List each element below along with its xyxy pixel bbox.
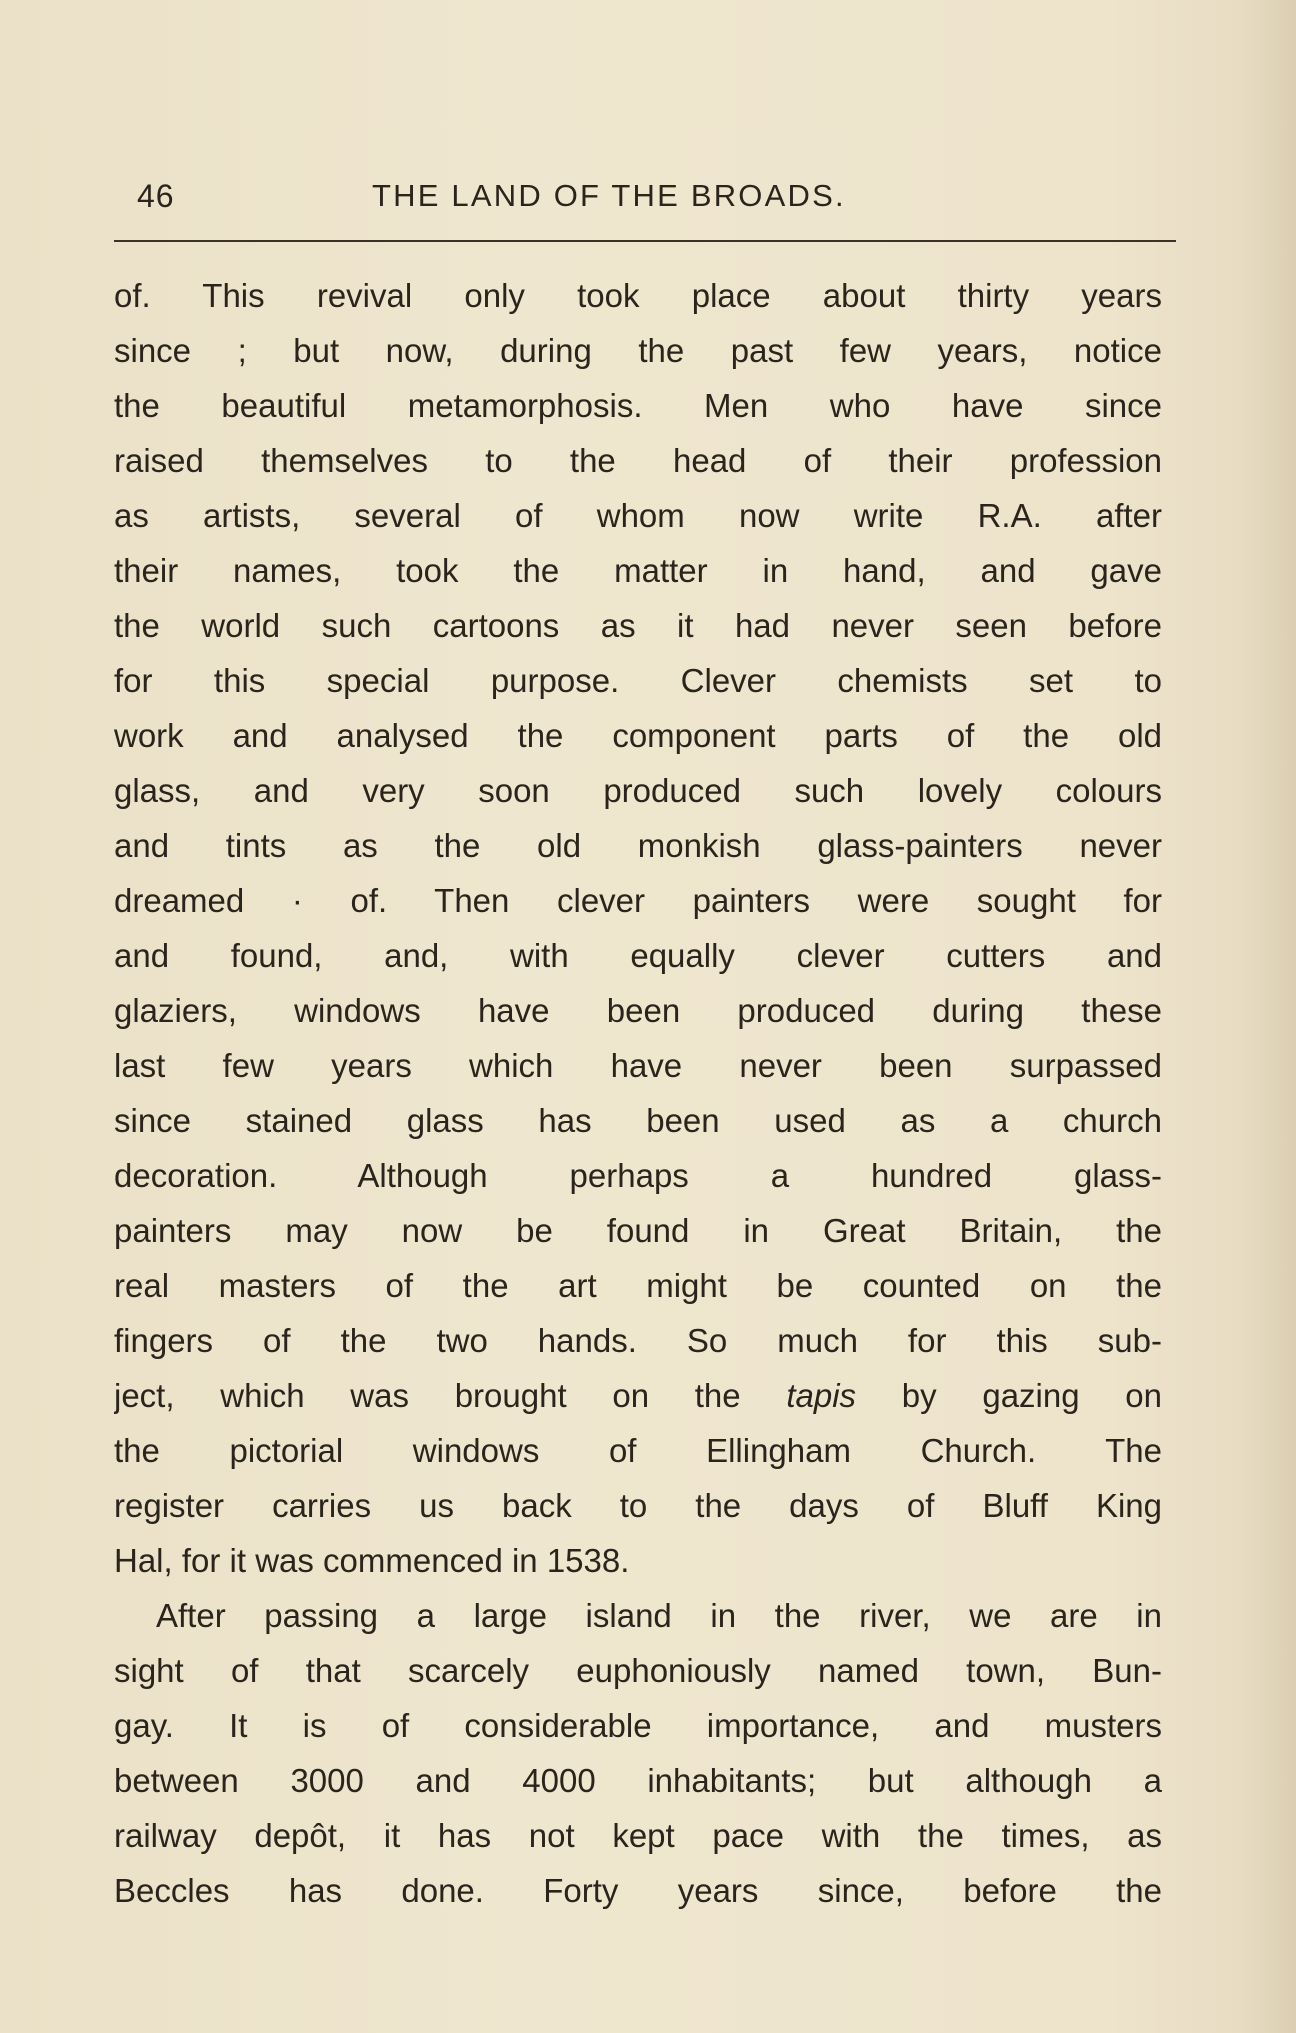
text-line: their names, took the matter in hand, and gave [114,552,1162,589]
header-rule [114,240,1176,242]
text-line: dreamed · of. Then clever painters were sought for [114,882,1162,919]
italic-term: tapis [786,1377,857,1414]
text-line: work and analysed the component parts of the old [114,717,1162,754]
text-line: the beautiful metamorphosis. Men who have since [114,387,1162,424]
text-line: Beccles has done. Forty years since, before the [114,1872,1162,1909]
text-line: and found, and, with equally clever cutters and [114,937,1162,974]
text-line: as artists, several of whom now write R.A. after [114,497,1162,534]
paragraph-start-line: After passing a large island in the river, we are in [156,1597,1162,1634]
text-line: the pictorial windows of Ellingham Church. The [114,1432,1162,1469]
running-title: THE LAND OF THE BROADS. [372,178,846,213]
text-line: glass, and very soon produced such lovely colours [114,772,1162,809]
line-text: ject, which was brought on the [114,1377,787,1414]
page-number: 46 [137,178,175,214]
text-line: real masters of the art might be counted on the [114,1267,1162,1304]
paragraph-end-line: Hal, for it was commenced in 1538. [114,1542,630,1579]
text-line: railway depôt, it has not kept pace with the times, as [114,1817,1162,1854]
running-head [114,178,1176,230]
text-line: raised themselves to the head of their profession [114,442,1162,479]
text-line: the world such cartoons as it had never seen before [114,607,1162,644]
text-line [114,1368,1162,1423]
text-line: sight of that scarcely euphoniously named town, Bun- [114,1652,1162,1689]
text-line: register carries us back to the days of Bluff King [114,1487,1162,1524]
text-line: fingers of the two hands. So much for this sub- [114,1322,1162,1359]
page-edge-shadow [1236,0,1296,2033]
body-text [114,268,1162,1918]
text-line: since ; but now, during the past few years, notice [114,332,1162,369]
text-line: since stained glass has been used as a church [114,1102,1162,1139]
text-line: between 3000 and 4000 inhabitants; but although a [114,1762,1162,1799]
text-line: last few years which have never been surpassed [114,1047,1162,1084]
text-line: gay. It is of considerable importance, and musters [114,1707,1162,1744]
text-line: painters may now be found in Great Britain, the [114,1212,1162,1249]
text-line: of. This revival only took place about thirty years [114,277,1162,314]
text-line: glaziers, windows have been produced during these [114,992,1162,1029]
text-line: for this special purpose. Clever chemists set to [114,662,1162,699]
text-line: decoration. Although perhaps a hundred glass- [114,1157,1162,1194]
line-text: by gazing on [856,1377,1162,1414]
text-line: and tints as the old monkish glass-painters never [114,827,1162,864]
